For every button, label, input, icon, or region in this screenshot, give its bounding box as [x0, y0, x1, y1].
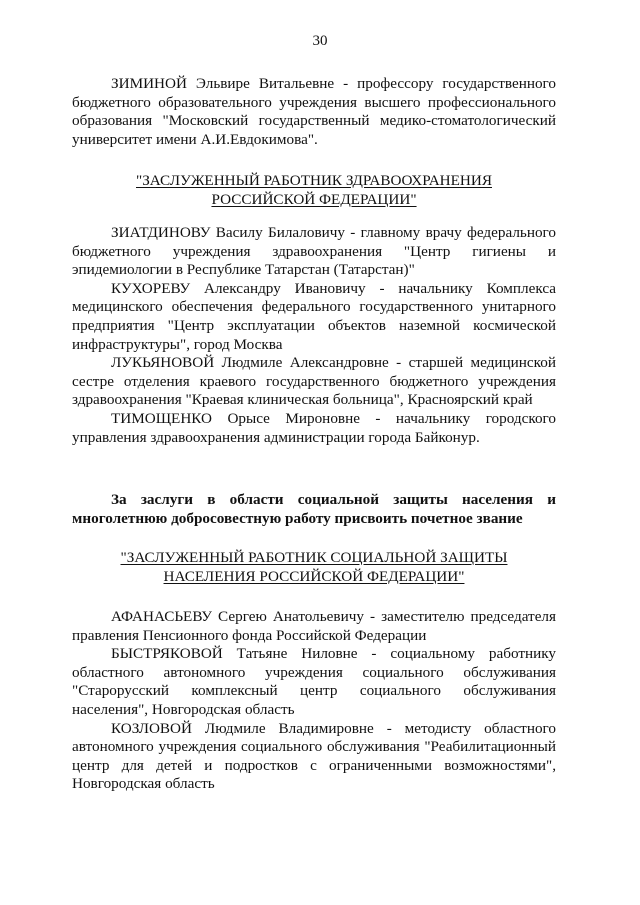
decree-paragraph: За заслуги в области социальной защиты населения и многолетнюю добросовестную работу присвоить почетное звание [72, 491, 556, 527]
award-paragraph: ЛУКЬЯНОВОЙ Людмиле Александровне - старшей медицинской сестре отделения краевого государственного бюджетного учреждения здравоохранения "Краевая клиническая больница", Красноярский край [72, 354, 556, 409]
award-title-line: РОССИЙСКОЙ ФЕДЕРАЦИИ" [211, 191, 417, 208]
award-paragraph: АФАНАСЬЕВУ Сергею Анатольевичу - заместителю председателя правления Пенсионного фонда Российской Федерации [72, 608, 556, 644]
page-number: 30 [312, 33, 328, 49]
award-paragraph: КУХОРЕВУ Александру Ивановичу - начальнику Комплекса медицинского обеспечения федерального государственного унитарного предприятия "Центр эксплуатации объектов наземной космической инфраструктуры", город Москва [72, 279, 556, 353]
text-block-3 [72, 608, 556, 794]
award-paragraph: КОЗЛОВОЙ Людмиле Владимировне - методисту областного автономного учреждения социального обслуживания "Реабилитационный центр для детей и подростков с ограниченными возможностями", Новгородская область [72, 719, 556, 793]
award-title-line: "ЗАСЛУЖЕННЫЙ РАБОТНИК ЗДРАВООХРАНЕНИЯ [136, 172, 492, 189]
text-block-1 [72, 75, 556, 149]
award-title-line: НАСЕЛЕНИЯ РОССИЙСКОЙ ФЕДЕРАЦИИ" [163, 568, 465, 585]
decree-text-block [72, 491, 556, 528]
text-block-2 [72, 224, 556, 447]
award-title-line: "ЗАСЛУЖЕННЫЙ РАБОТНИК СОЦИАЛЬНОЙ ЗАЩИТЫ [120, 549, 508, 566]
award-paragraph: ТИМОЩЕНКО Орысе Мироновне - начальнику городского управления здравоохранения администрации города Байконур. [72, 409, 556, 446]
award-title-social [72, 548, 556, 586]
award-paragraph: ЗИМИНОЙ Эльвире Витальевне - профессору государственного бюджетного образовательного учреждения высшего профессионального образования "Московский государственный медико-стоматологический университет имени А.И.Евдокимова". [72, 75, 556, 148]
award-paragraph: БЫСТРЯКОВОЙ Татьяне Ниловне - социальному работнику областного автономного учреждения социального обслуживания "Старорусский комплексный центр социального обслуживания населения", Новгородская область [72, 645, 556, 718]
award-title-health [72, 171, 556, 209]
award-paragraph: ЗИАТДИНОВУ Василу Билаловичу - главному врачу федерального бюджетного учреждения здравоохранения "Центр гигиены и эпидемиологии в Республике Татарстан (Татарстан)" [72, 224, 556, 279]
